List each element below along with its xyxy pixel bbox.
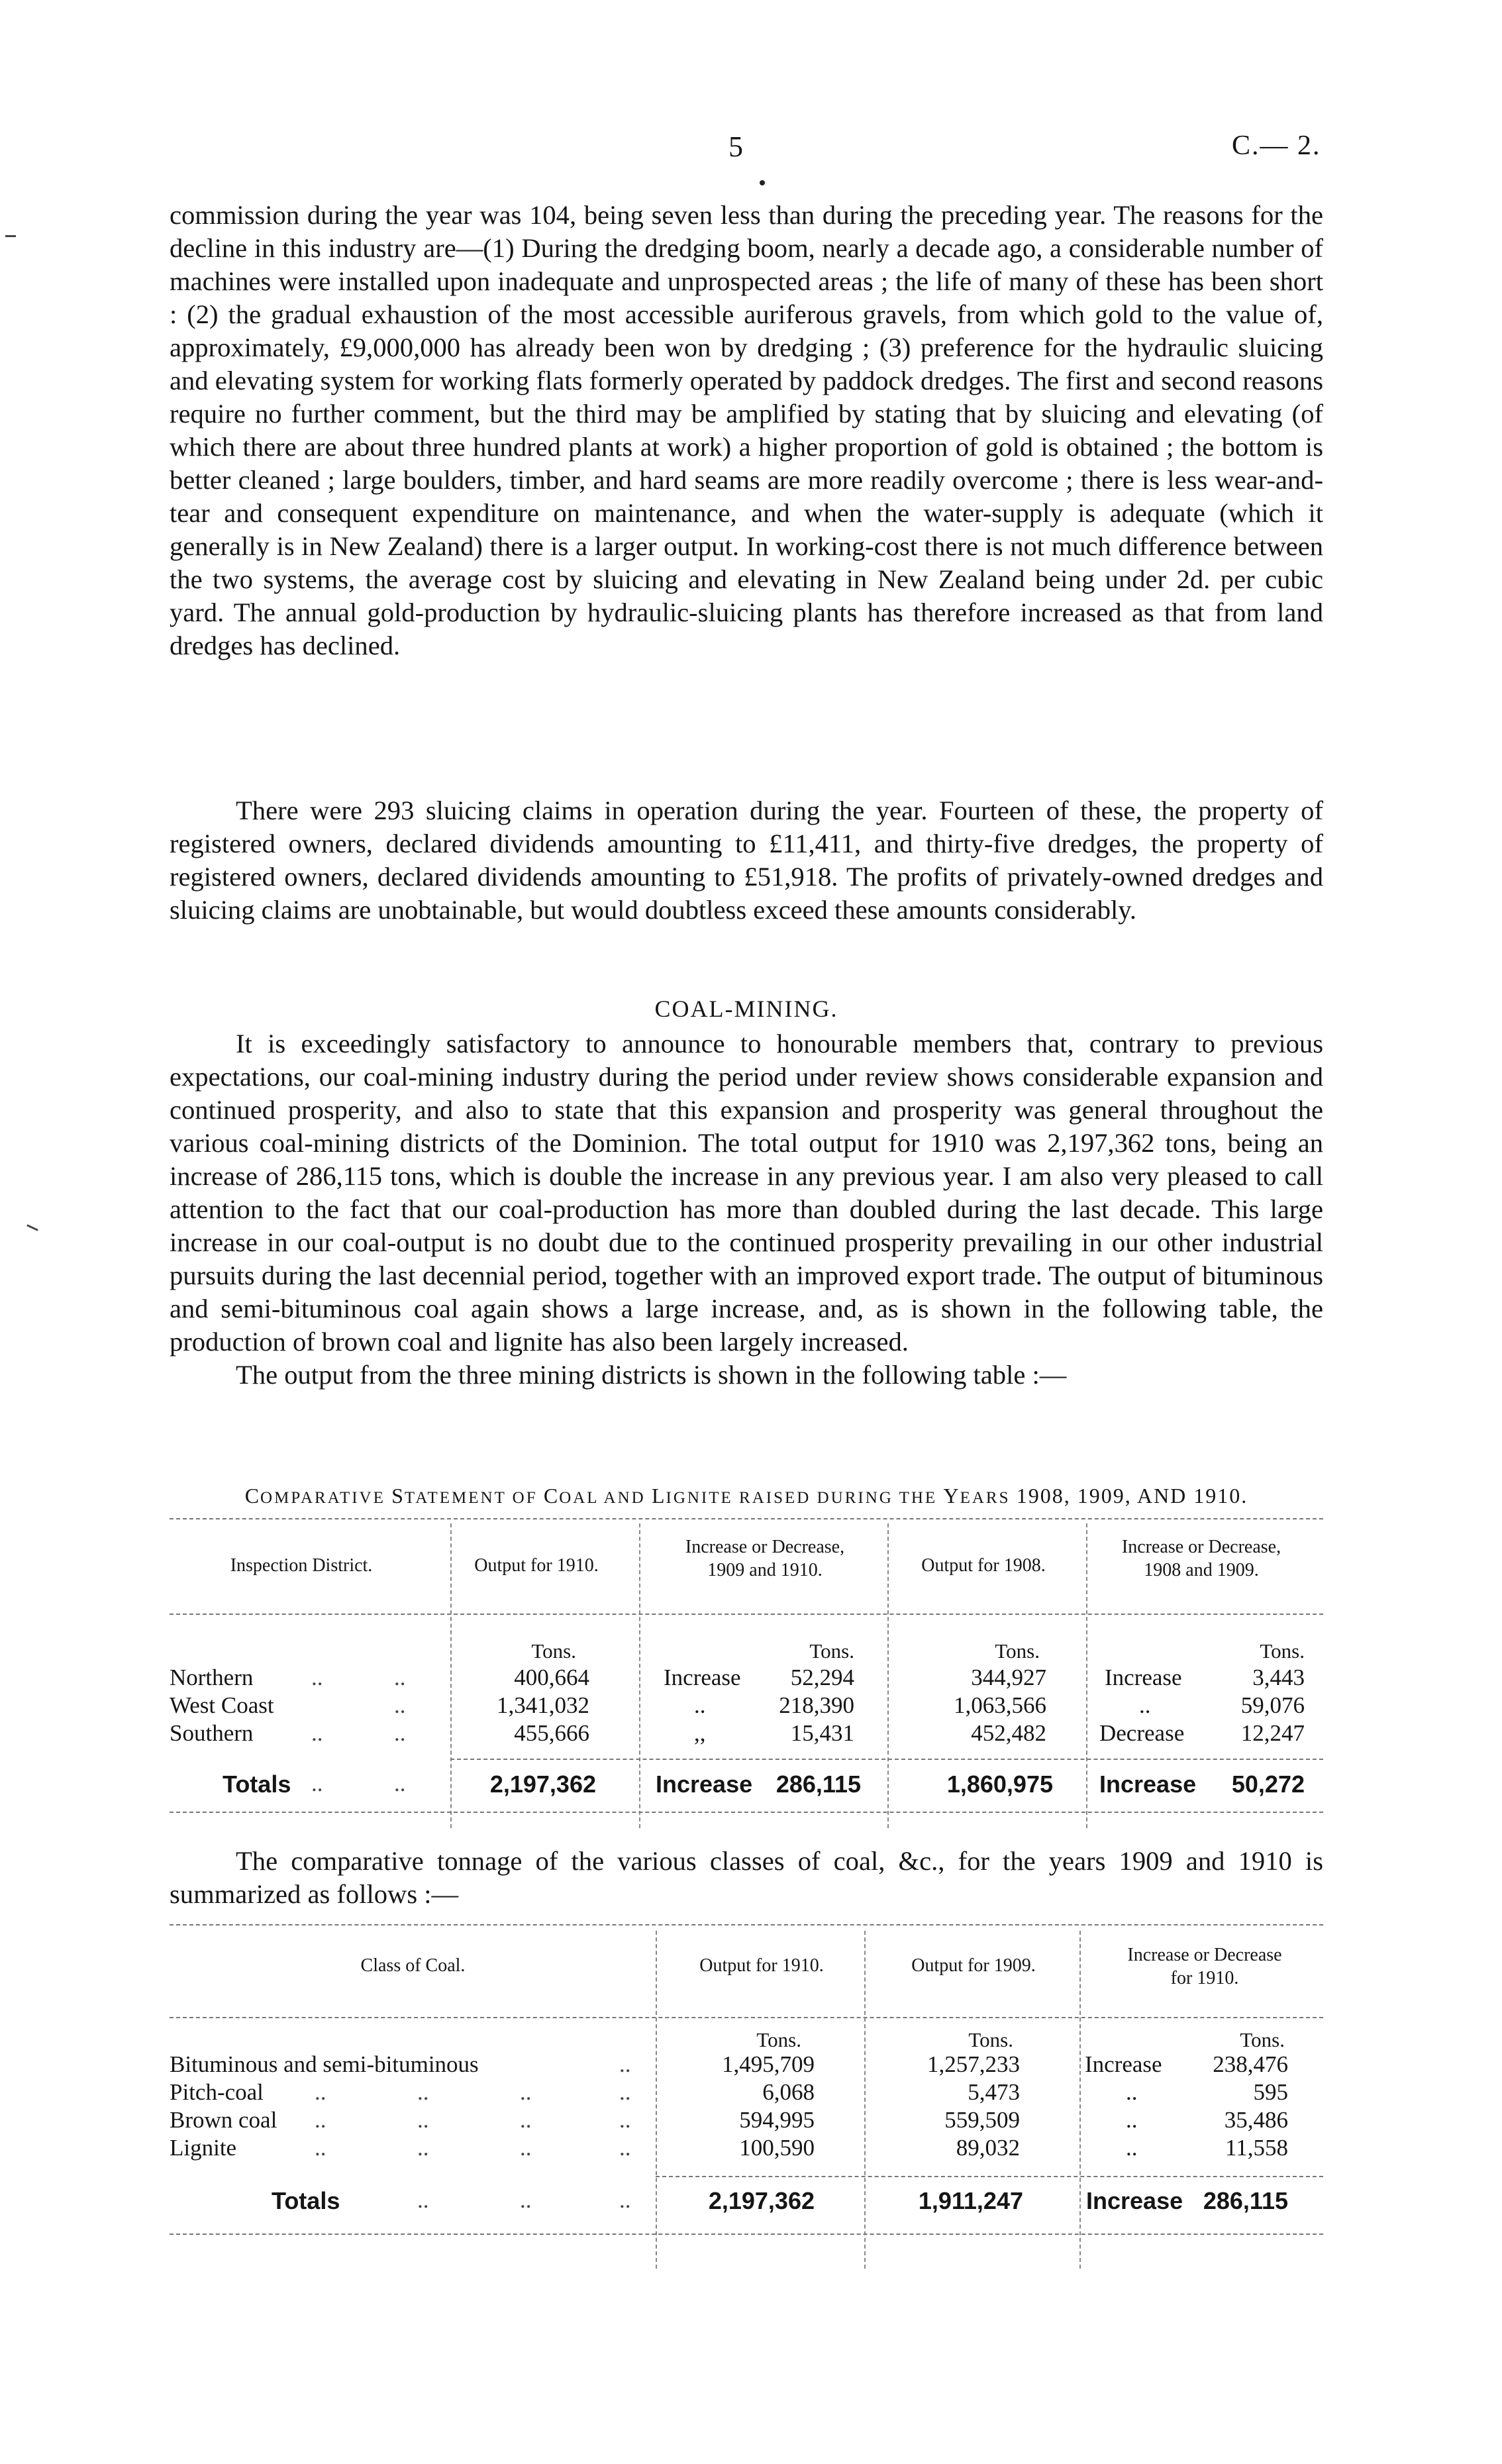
table1-header-output-1910: Output for 1910. xyxy=(474,1555,599,1576)
units-label: Tons. xyxy=(1260,1639,1305,1663)
units-label: Tons. xyxy=(756,2028,801,2051)
units-label: Tons. xyxy=(968,2028,1013,2051)
table1-header-output-1908: Output for 1908. xyxy=(921,1555,1046,1576)
table1-header-district: Inspection District. xyxy=(230,1555,373,1576)
paragraph-coal-mining xyxy=(170,1027,1323,1392)
paragraph-text: There were 293 sluicing claims in operation during the year. Fourteen of these, the property of registered owners, declared dividends amounting to £11,411, and thirty-five dredges, the property of registered owners, declared dividends amounting to £51,918. The profits of privately-owned dredges and sluicing claims are unobtainable, but would doubtless exceed these amounts considerably. xyxy=(170,796,1323,925)
print-dot xyxy=(760,180,765,185)
table1-header-incdec-1910: Increase or Decrease, 1909 and 1910. xyxy=(685,1537,845,1580)
margin-mark xyxy=(5,235,16,237)
units-label: Tons. xyxy=(1240,2028,1285,2051)
table2-header-output-1910: Output for 1910. xyxy=(699,1955,824,1976)
units-label: Tons. xyxy=(995,1639,1040,1663)
paragraph-text: The comparative tonnage of the various classes of coal, &c., for the years 1909 and 1910 is summarized as follows :— xyxy=(170,1846,1323,1909)
table2-header-class: Class of Coal. xyxy=(360,1955,466,1976)
table2-header-output-1909: Output for 1909. xyxy=(911,1955,1036,1976)
paragraph-dredging xyxy=(170,199,1323,662)
margin-mark xyxy=(26,1224,38,1231)
table2-header-incdec: Increase or Decrease for 1910. xyxy=(1127,1945,1282,1988)
table1-title: COMPARATIVE STATEMENT OF COAL AND LIGNITE RAISED DURING THE YEARS 1908, 1909, AND 1910. xyxy=(244,1484,1248,1508)
table1-header-incdec-1909: Increase or Decrease, 1908 and 1909. xyxy=(1121,1537,1281,1580)
units-label: Tons. xyxy=(809,1639,854,1663)
units-label: Tons. xyxy=(531,1639,576,1663)
paragraph-sluicing xyxy=(170,794,1323,927)
paragraph-text: The output from the three mining districts is shown in the following table :— xyxy=(236,1360,1067,1390)
page-number: 5 xyxy=(728,130,743,163)
paragraph-comparative-tonnage xyxy=(170,1845,1323,1911)
paragraph-text: It is exceedingly satisfactory to announce to honourable members that, contrary to previous expectations, our coal-mining industry during the period under review shows considerable expansion and continued prosperity, and also to state that this expansion and prosperity was general throughout the various coal-mining districts of the Dominion. The total output for 1910 was 2,197,362 tons, being an increase of 286,115 tons, which is double the increase in any previous year. I am also very pleased to call attention to the fact that our coal-production has more than doubled during the last decade. This large increase in our coal-output is no doubt due to the continued prosperity prevailing in our other industrial pursuits during the last decennial period, together with an improved export trade. The output of bituminous and semi-bituminous coal again shows a large increase, and, as is shown in the following table, the production of brown coal and lignite has also been largely increased. xyxy=(170,1029,1323,1357)
section-heading: COAL-MINING. xyxy=(654,996,838,1022)
paragraph-text: commission during the year was 104, being seven less than during the preceding year. The reasons for the decline in this industry are—(1) During the dredging boom, nearly a decade ago, a considerable number of machines were installed upon inadequate and unprospected areas ; the life of many of these has been short : (2) the gradual exhaustion of the most accessible auriferous gravels, from which gold to the value of, approximately, £9,000,000 has already been won by dredging ; (3) preference for the hydraulic sluicing and elevating system for working flats formerly operated by paddock dredges. The first and second reasons require no further comment, but the third may be amplified by stating that by sluicing and elevating (of which there are about three hundred plants at work) a higher proportion of gold is obtained ; the bottom is better cleaned ; large boulders, timber, and hard seams are more readily overcome ; there is less wear-and-tear and consequent expenditure on maintenance, and when the water-supply is adequate (which it generally is in New Zealand) there is a larger output. In working-cost there is not much difference between the two systems, the average cost by sluicing and elevating in New Zealand being under 2d. per cubic yard. The annual gold-production by hydraulic-sluicing plants has therefore increased as that from land dredges has declined. xyxy=(170,200,1323,660)
document-code: C.— 2. xyxy=(1232,130,1321,161)
